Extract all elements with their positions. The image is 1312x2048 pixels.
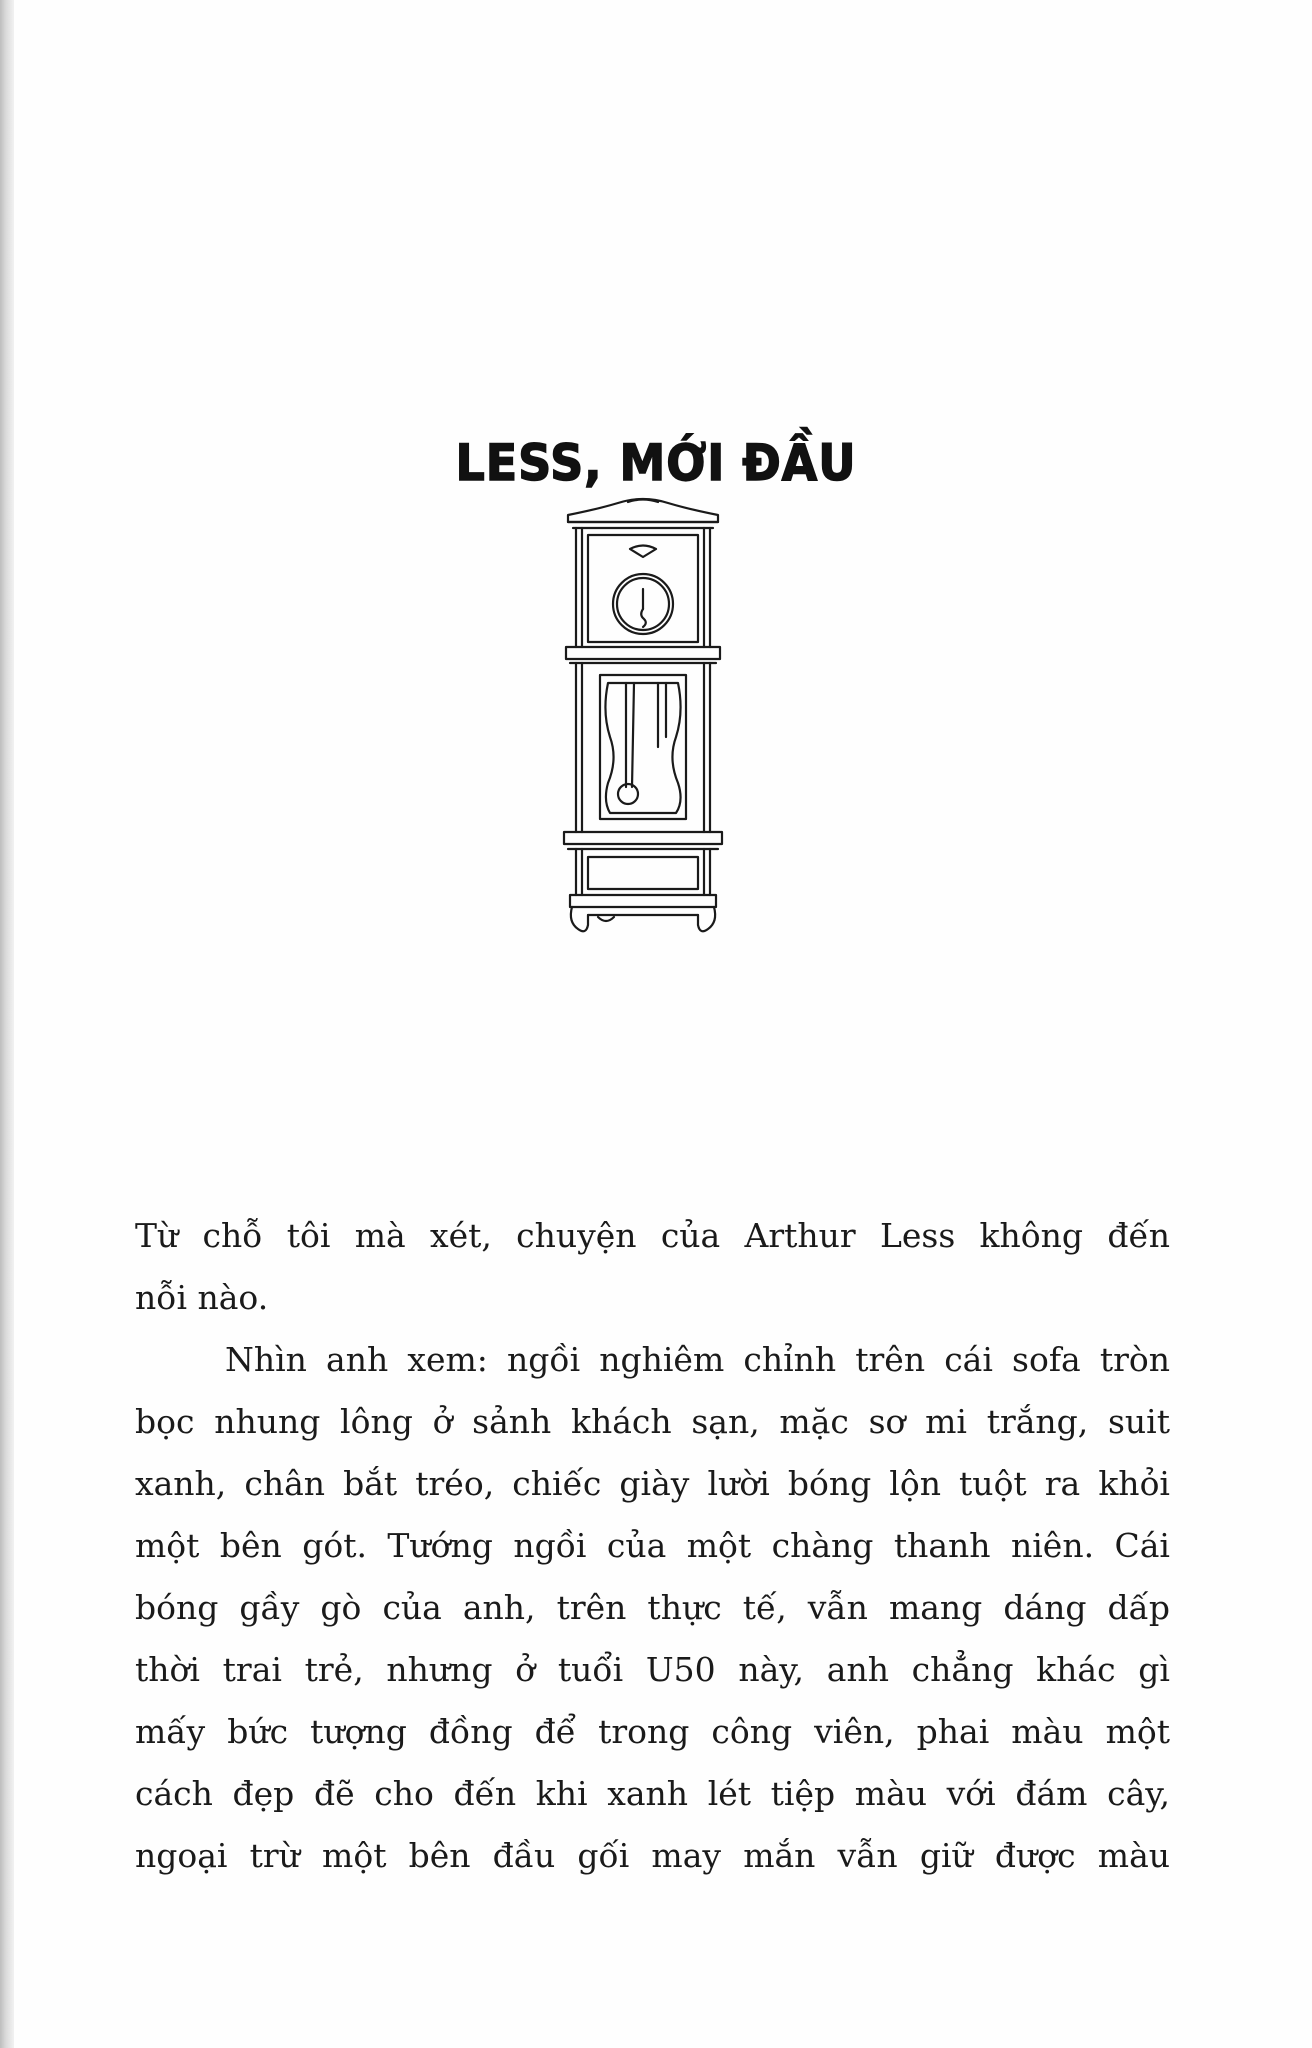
text-line: nỗi nào.	[135, 1278, 269, 1317]
page-edge	[0, 0, 14, 2048]
body-text	[135, 1205, 1170, 1887]
text-line: một bên gót. Tướng ngồi của một chàng thanh niên. Cái	[135, 1526, 1170, 1565]
chapter-title: LESS, MỚI ĐẦU	[455, 433, 857, 492]
text-line: xanh, chân bắt tréo, chiếc giày lười bóng lộn tuột ra khỏi	[135, 1464, 1170, 1503]
text-line: ngoại trừ một bên đầu gối may mắn vẫn giữ được màu	[135, 1836, 1170, 1875]
text-line: cách đẹp đẽ cho đến khi xanh lét tiệp màu với đám cây,	[135, 1774, 1170, 1813]
text-line: mấy bức tượng đồng để trong công viên, phai màu một	[135, 1712, 1170, 1751]
text-line: thời trai trẻ, nhưng ở tuổi U50 này, anh chẳng khác gì	[135, 1650, 1170, 1689]
text-line: Nhìn anh xem: ngồi nghiêm chỉnh trên cái sofa tròn	[225, 1340, 1170, 1379]
paragraph	[135, 1205, 1170, 1329]
grandfather-clock-icon	[558, 497, 728, 942]
text-line: Từ chỗ tôi mà xét, chuyện của Arthur Less không đến	[135, 1216, 1170, 1255]
paragraph	[135, 1329, 1170, 1887]
text-line: bóng gầy gò của anh, trên thực tế, vẫn mang dáng dấp	[135, 1588, 1170, 1627]
text-line: bọc nhung lông ở sảnh khách sạn, mặc sơ mi trắng, suit	[135, 1402, 1170, 1441]
